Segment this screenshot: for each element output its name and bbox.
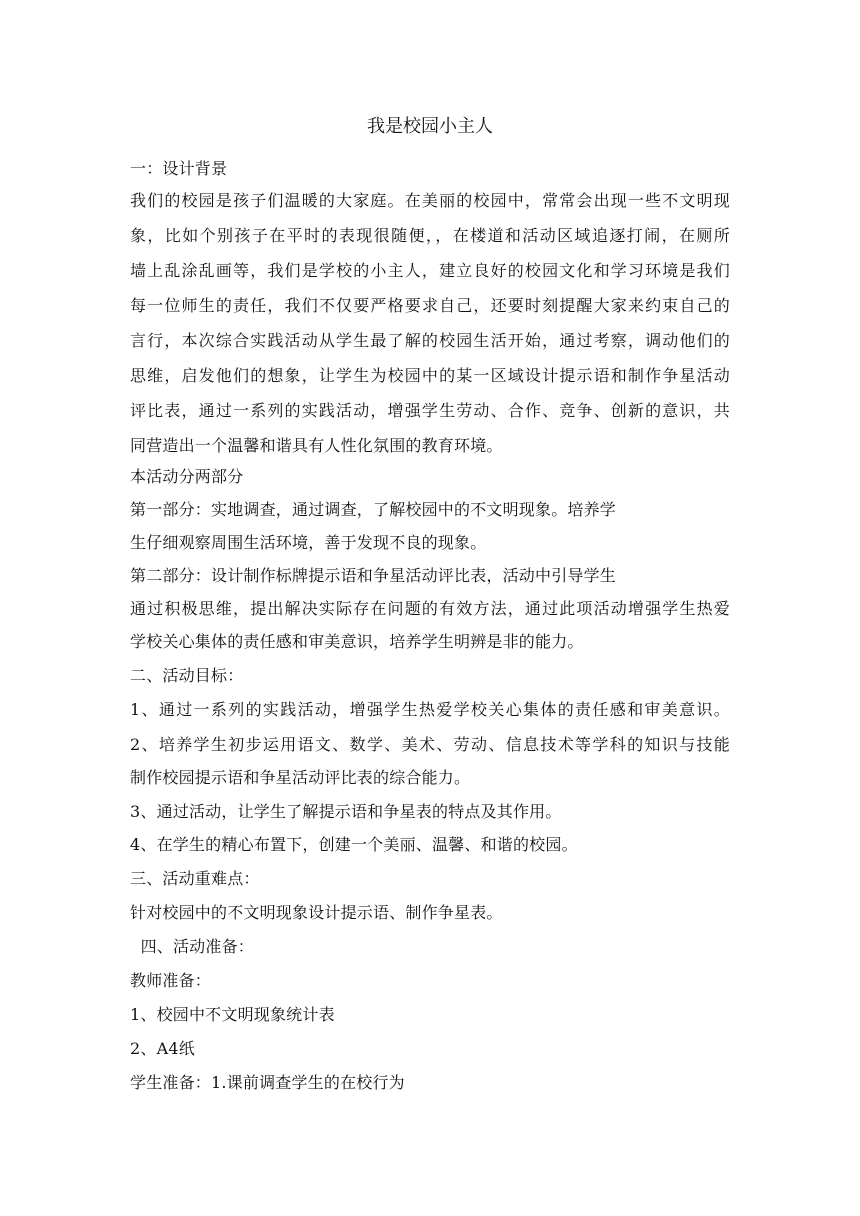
list-item: 1、通过一系列的实践活动，增强学生热爱学校关心集体的责任感和审美意识。 xyxy=(130,700,730,719)
paragraph-line: 针对校园中的不文明现象设计提示语、制作争星表。 xyxy=(130,903,503,922)
paragraph-line: 通过积极思维，提出解决实际存在问题的有效方法，通过此项活动增强学生热爱 xyxy=(130,599,730,618)
paragraph-line: 同营造出一个温馨和谐具有人性化氛围的教育环境。 xyxy=(130,436,503,455)
list-item: 2、A4纸 xyxy=(130,1039,195,1058)
paragraph-line: 生仔细观察周围生活环境，善于发现不良的现象。 xyxy=(130,533,487,552)
paragraph-line: 本活动分两部分 xyxy=(130,467,244,486)
subheading-student: 学生准备：1.课前调查学生的在校行为 xyxy=(130,1073,405,1092)
document-title: 我是校园小主人 xyxy=(367,116,493,137)
paragraph-line: 言行，本次综合实践活动从学生最了解的校园生活开始，通过考察，调动他们的 xyxy=(130,331,730,350)
section-heading-preparation: 四、活动准备： xyxy=(130,937,254,956)
list-item: 1、校园中不文明现象统计表 xyxy=(130,1005,335,1024)
list-item: 3、通过活动，让学生了解提示语和争星表的特点及其作用。 xyxy=(130,802,562,821)
list-item: 2、培养学生初步运用语文、数学、美术、劳动、信息技术等学科的知识与技能 xyxy=(130,735,730,754)
paragraph-line: 我们的校园是孩子们温暖的大家庭。在美丽的校园中，常常会出现一些不文明现 xyxy=(130,191,730,210)
paragraph-line: 第一部分：实地调查，通过调查，了解校园中的不文明现象。培养学 xyxy=(130,500,617,519)
list-item-continued: 制作校园提示语和争星活动评比表的综合能力。 xyxy=(130,768,471,787)
subheading-teacher: 教师准备： xyxy=(130,971,212,990)
paragraph-line: 每一位师生的责任，我们不仅要严格要求自己，还要时刻提醒大家来约束自己的 xyxy=(130,296,730,315)
paragraph-line: 学校关心集体的责任感和审美意识，培养学生明辨是非的能力。 xyxy=(130,632,584,651)
list-item: 4、在学生的精心布置下，创建一个美丽、温馨、和谐的校园。 xyxy=(130,835,578,854)
paragraph-line: 思维，启发他们的想象，让学生为校园中的某一区域设计提示语和制作争星活动 xyxy=(130,366,730,385)
paragraph-line: 墙上乱涂乱画等，我们是学校的小主人，建立良好的校园文化和学习环境是我们 xyxy=(130,261,730,280)
paragraph-line: 象，比如个别孩子在平时的表现很随便，，在楼道和活动区域追逐打闹，在厕所 xyxy=(130,226,730,245)
paragraph-line: 第二部分：设计制作标牌提示语和争星活动评比表，活动中引导学生 xyxy=(130,566,617,585)
section-heading-key-points: 三、活动重难点： xyxy=(130,869,260,888)
section-heading-goals: 二、活动目标： xyxy=(130,666,244,685)
section-heading-background: 一：设计背景 xyxy=(130,159,228,178)
paragraph-line: 评比表，通过一系列的实践活动，增强学生劳动、合作、竞争、创新的意识，共 xyxy=(130,401,730,420)
